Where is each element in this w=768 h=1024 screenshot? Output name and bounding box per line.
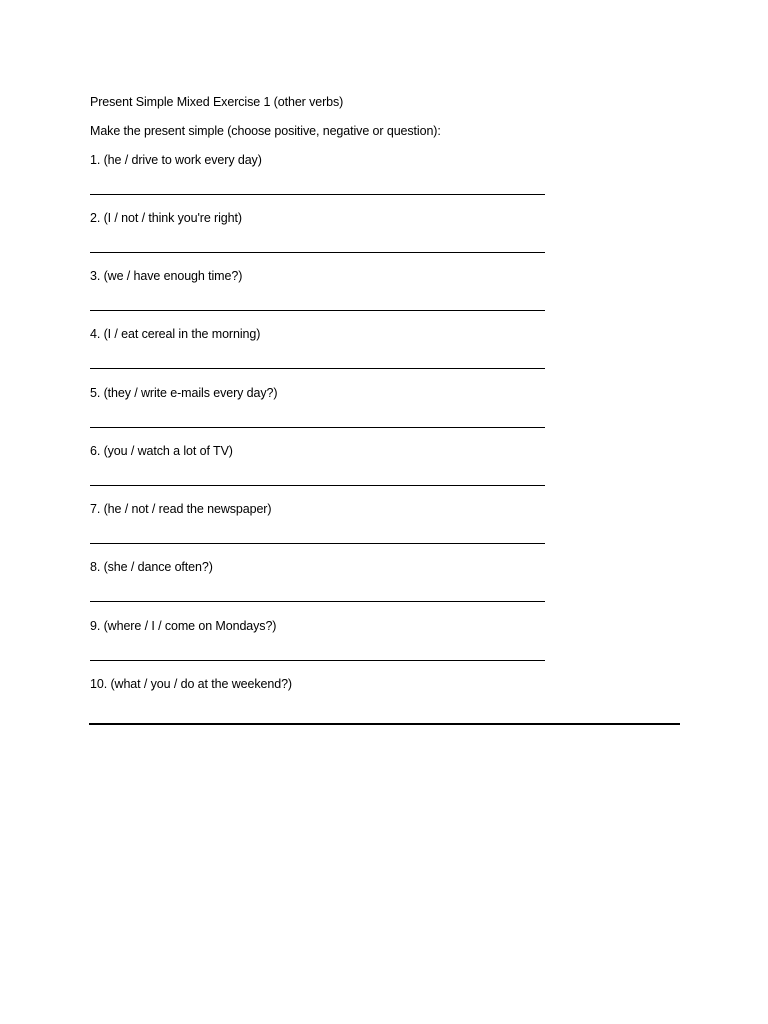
- question-5: 5. (they / write e-mails every day?): [90, 386, 278, 400]
- question-7: 7. (he / not / read the newspaper): [90, 502, 272, 516]
- answer-line-3: [90, 310, 545, 311]
- answer-line-1: [90, 194, 545, 195]
- question-6: 6. (you / watch a lot of TV): [90, 444, 233, 458]
- question-2: 2. (I / not / think you're right): [90, 211, 242, 225]
- answer-line-9: [90, 660, 545, 661]
- question-10: 10. (what / you / do at the weekend?): [90, 677, 292, 691]
- question-1: 1. (he / drive to work every day): [90, 153, 262, 167]
- answer-line-4: [90, 368, 545, 369]
- worksheet-instruction: Make the present simple (choose positive, negative or question):: [90, 124, 441, 138]
- worksheet-title: Present Simple Mixed Exercise 1 (other verbs): [90, 95, 344, 109]
- answer-line-2: [90, 252, 545, 253]
- answer-line-6: [90, 485, 545, 486]
- answer-line-7: [90, 543, 545, 544]
- answer-line-8: [90, 601, 545, 602]
- answer-line-5: [90, 427, 545, 428]
- answer-line-10: [89, 723, 680, 725]
- question-3: 3. (we / have enough time?): [90, 269, 243, 283]
- question-8: 8. (she / dance often?): [90, 560, 213, 574]
- question-4: 4. (I / eat cereal in the morning): [90, 327, 261, 341]
- question-9: 9. (where / I / come on Mondays?): [90, 619, 277, 633]
